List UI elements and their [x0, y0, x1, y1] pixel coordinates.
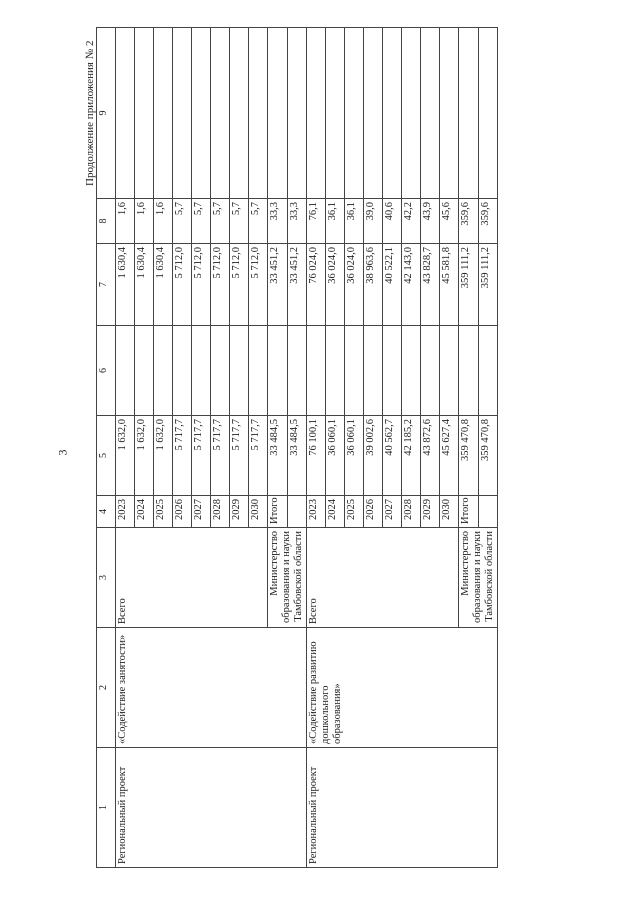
federal-value-cell — [249, 326, 268, 416]
local-value-cell: 1,6 — [135, 199, 154, 244]
source-ministry-cell: Министерство образования и науки Тамбовской области — [268, 528, 307, 628]
other-value-cell — [287, 28, 307, 199]
column-number: 6 — [97, 326, 116, 416]
regional-value-cell: 1 630,4 — [154, 244, 173, 326]
local-value-cell: 5,7 — [192, 199, 211, 244]
other-value-cell — [440, 28, 459, 199]
appendix-label: Продолжение приложения № 2 — [84, 40, 96, 186]
local-value-cell: 45,6 — [440, 199, 459, 244]
source-ministry-cell: Министерство образования и науки Тамбовской области — [459, 528, 498, 628]
federal-value-cell — [383, 326, 402, 416]
regional-value-cell: 5 712,0 — [173, 244, 192, 326]
year-cell: 2025 — [154, 496, 173, 528]
budget-table — [96, 27, 498, 868]
other-value-cell — [307, 28, 326, 199]
local-value-cell: 33,3 — [287, 199, 307, 244]
year-cell: 2023 — [116, 496, 135, 528]
local-value-cell: 5,7 — [211, 199, 230, 244]
other-value-cell — [249, 28, 268, 199]
local-value-cell: 36,1 — [326, 199, 345, 244]
other-value-cell — [135, 28, 154, 199]
local-value-cell: 42,2 — [402, 199, 421, 244]
regional-value-cell: 45 581,8 — [440, 244, 459, 326]
other-value-cell — [345, 28, 364, 199]
year-cell: 2025 — [345, 496, 364, 528]
other-value-cell — [459, 28, 479, 199]
regional-value-cell: 38 963,6 — [364, 244, 383, 326]
column-number: 3 — [97, 528, 116, 628]
total-value-cell: 5 717,7 — [173, 416, 192, 496]
local-value-cell: 1,6 — [116, 199, 135, 244]
regional-value-cell: 43 828,7 — [421, 244, 440, 326]
other-value-cell — [192, 28, 211, 199]
regional-value-cell: 1 630,4 — [135, 244, 154, 326]
total-value-cell: 39 002,6 — [364, 416, 383, 496]
year-cell: Итого — [459, 496, 479, 528]
other-value-cell — [478, 28, 498, 199]
regional-value-cell: 33 451,2 — [268, 244, 288, 326]
year-cell: 2030 — [249, 496, 268, 528]
federal-value-cell — [135, 326, 154, 416]
local-value-cell: 1,6 — [154, 199, 173, 244]
regional-value-cell: 5 712,0 — [192, 244, 211, 326]
total-value-cell: 42 185,2 — [402, 416, 421, 496]
column-number: 7 — [97, 244, 116, 326]
regional-value-cell: 36 024,0 — [326, 244, 345, 326]
regional-value-cell: 36 024,0 — [345, 244, 364, 326]
other-value-cell — [154, 28, 173, 199]
year-cell: 2026 — [364, 496, 383, 528]
local-value-cell: 40,6 — [383, 199, 402, 244]
other-value-cell — [211, 28, 230, 199]
local-value-cell: 33,3 — [268, 199, 288, 244]
total-value-cell: 40 562,7 — [383, 416, 402, 496]
regional-value-cell: 42 143,0 — [402, 244, 421, 326]
federal-value-cell — [478, 326, 498, 416]
local-value-cell: 359,6 — [478, 199, 498, 244]
year-cell: 2026 — [173, 496, 192, 528]
total-value-cell: 1 632,0 — [116, 416, 135, 496]
federal-value-cell — [440, 326, 459, 416]
source-all-cell: Всего — [307, 528, 459, 628]
federal-value-cell — [326, 326, 345, 416]
federal-value-cell — [230, 326, 249, 416]
year-cell: 2024 — [326, 496, 345, 528]
column-number: 5 — [97, 416, 116, 496]
total-value-cell: 5 717,7 — [192, 416, 211, 496]
federal-value-cell — [268, 326, 288, 416]
local-value-cell: 36,1 — [345, 199, 364, 244]
year-cell: 2028 — [211, 496, 230, 528]
federal-value-cell — [307, 326, 326, 416]
total-value-cell: 36 060,1 — [326, 416, 345, 496]
other-value-cell — [116, 28, 135, 199]
year-cell: 2027 — [383, 496, 402, 528]
table-row — [116, 28, 135, 868]
other-value-cell — [268, 28, 288, 199]
column-number: 1 — [97, 748, 116, 868]
column-number: 9 — [97, 28, 116, 199]
federal-value-cell — [421, 326, 440, 416]
total-value-cell: 5 717,7 — [230, 416, 249, 496]
project-name-cell: «Содействие развитию дошкольного образования» — [307, 628, 498, 748]
local-value-cell: 5,7 — [249, 199, 268, 244]
other-value-cell — [421, 28, 440, 199]
source-all-cell: Всего — [116, 528, 268, 628]
total-value-cell: 33 484,5 — [287, 416, 307, 496]
federal-value-cell — [345, 326, 364, 416]
federal-value-cell — [192, 326, 211, 416]
other-value-cell — [364, 28, 383, 199]
local-value-cell: 39,0 — [364, 199, 383, 244]
table-inner — [96, 28, 514, 868]
total-value-cell: 76 100,1 — [307, 416, 326, 496]
total-value-cell: 1 632,0 — [135, 416, 154, 496]
federal-value-cell — [402, 326, 421, 416]
local-value-cell: 5,7 — [173, 199, 192, 244]
regional-value-cell: 5 712,0 — [249, 244, 268, 326]
local-value-cell: 359,6 — [459, 199, 479, 244]
regional-value-cell: 1 630,4 — [116, 244, 135, 326]
federal-value-cell — [154, 326, 173, 416]
federal-value-cell — [173, 326, 192, 416]
project-type-cell: Региональный проект — [307, 748, 498, 868]
regional-value-cell: 33 451,2 — [287, 244, 307, 326]
project-name-cell: «Содействие занятости» — [116, 628, 307, 748]
regional-value-cell: 5 712,0 — [230, 244, 249, 326]
total-value-cell: 45 627,4 — [440, 416, 459, 496]
column-number-row — [97, 28, 116, 868]
federal-value-cell — [459, 326, 479, 416]
year-cell: 2029 — [230, 496, 249, 528]
local-value-cell: 5,7 — [230, 199, 249, 244]
total-value-cell: 5 717,7 — [211, 416, 230, 496]
regional-value-cell: 359 111,2 — [459, 244, 479, 326]
total-value-cell: 43 872,6 — [421, 416, 440, 496]
year-cell: Итого — [268, 496, 288, 528]
regional-value-cell: 40 522,1 — [383, 244, 402, 326]
year-cell: 2023 — [307, 496, 326, 528]
local-value-cell: 76,1 — [307, 199, 326, 244]
federal-value-cell — [211, 326, 230, 416]
other-value-cell — [402, 28, 421, 199]
column-number: 4 — [97, 496, 116, 528]
total-value-cell: 1 632,0 — [154, 416, 173, 496]
column-number: 2 — [97, 628, 116, 748]
federal-value-cell — [364, 326, 383, 416]
project-type-cell: Региональный проект — [116, 748, 307, 868]
year-cell: 2029 — [421, 496, 440, 528]
year-cell — [478, 496, 498, 528]
total-value-cell: 359 470,8 — [459, 416, 479, 496]
regional-value-cell: 5 712,0 — [211, 244, 230, 326]
year-cell: 2030 — [440, 496, 459, 528]
federal-value-cell — [116, 326, 135, 416]
column-number: 8 — [97, 199, 116, 244]
federal-value-cell — [287, 326, 307, 416]
regional-value-cell: 76 024,0 — [307, 244, 326, 326]
year-cell: 2027 — [192, 496, 211, 528]
other-value-cell — [383, 28, 402, 199]
other-value-cell — [230, 28, 249, 199]
total-value-cell: 5 717,7 — [249, 416, 268, 496]
year-cell — [287, 496, 307, 528]
regional-value-cell: 359 111,2 — [478, 244, 498, 326]
total-value-cell: 359 470,8 — [478, 416, 498, 496]
other-value-cell — [173, 28, 192, 199]
total-value-cell: 36 060,1 — [345, 416, 364, 496]
table-rotated-container — [96, 28, 514, 868]
table-row — [307, 28, 326, 868]
local-value-cell: 43,9 — [421, 199, 440, 244]
other-value-cell — [326, 28, 345, 199]
page-number: 3 — [55, 449, 70, 456]
year-cell: 2028 — [402, 496, 421, 528]
total-value-cell: 33 484,5 — [268, 416, 288, 496]
year-cell: 2024 — [135, 496, 154, 528]
